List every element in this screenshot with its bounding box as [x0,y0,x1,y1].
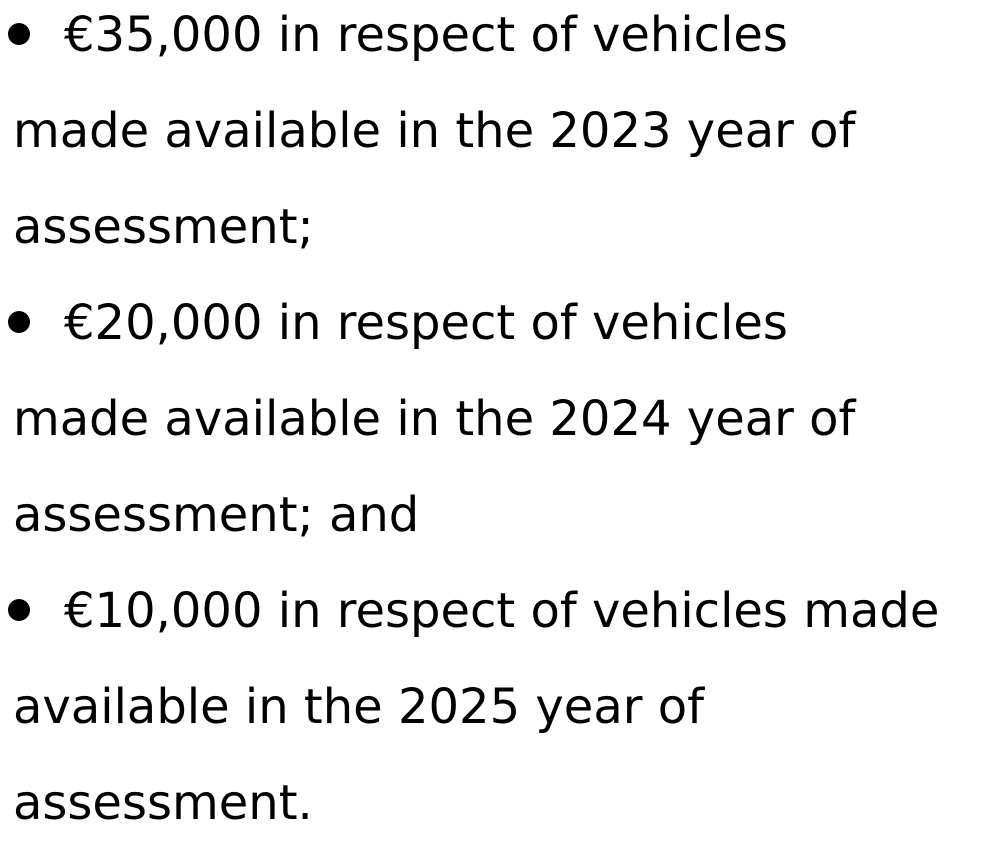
list-item-first-line [8,7,788,63]
list-item-text: €20,000 in respect of vehicles [64,295,788,351]
list-item-text: assessment; and [13,487,420,543]
bullet-icon [8,599,30,621]
list-item-text: available in the 2025 year of [13,679,704,735]
list-item-text: €10,000 in respect of vehicles made [64,583,940,639]
list-item-text: €35,000 in respect of vehicles [64,7,788,63]
list-item-text: assessment. [13,775,313,831]
list-item-first-line [8,583,939,639]
list-item-text: made available in the 2023 year of [13,103,856,159]
bullet-icon [8,23,30,45]
list-item-text: assessment; [13,199,314,255]
list-item-text: made available in the 2024 year of [13,391,856,447]
bullet-icon [8,311,30,333]
list-item-first-line [8,295,788,351]
